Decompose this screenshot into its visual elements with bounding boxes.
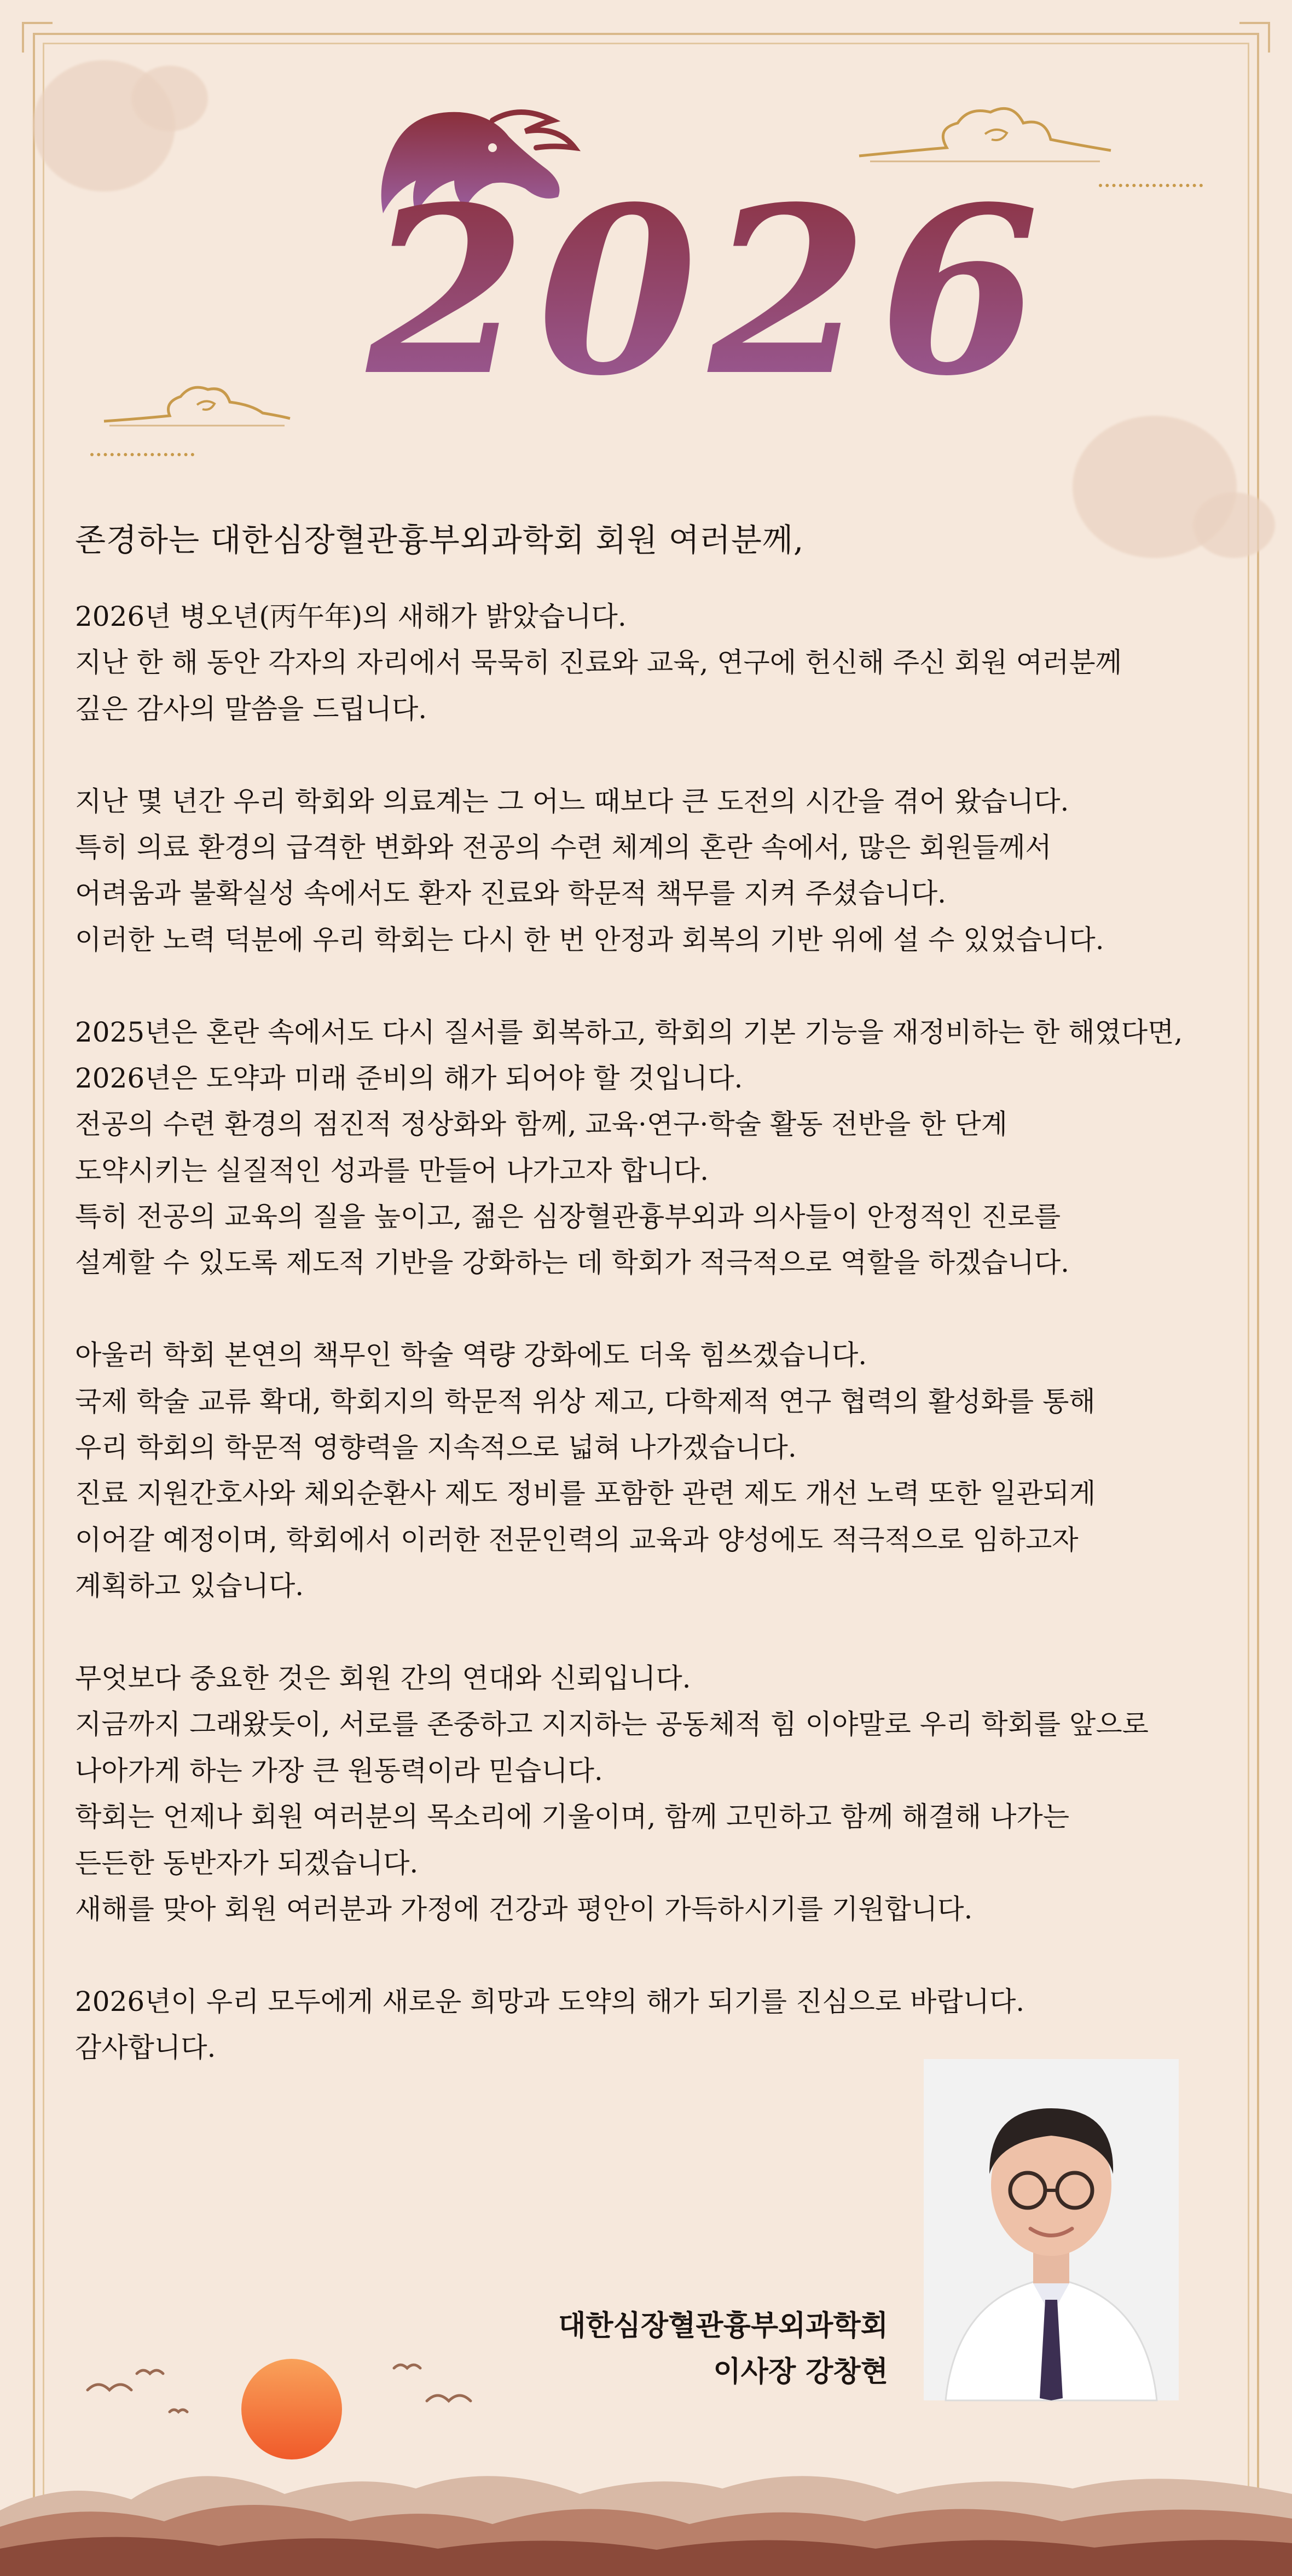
letter-line: 진료 지원간호사와 체외순환사 제도 정비를 포함한 관련 제도 개선 노력 또한 일관되게 xyxy=(75,1478,1096,1510)
letter-line: 지난 몇 년간 우리 학회와 의료계는 그 어느 때보다 큰 도전의 시간을 겪어 왔습니다. xyxy=(75,785,1069,817)
letter-line xyxy=(75,732,1230,778)
letter-line xyxy=(75,1286,1230,1332)
letter-line: 2025년은 혼란 속에서도 다시 질서를 회복하고, 학회의 기본 기능을 재정비하는 한 해였다면, xyxy=(75,1016,1183,1048)
letter-body xyxy=(75,594,1230,2071)
frame-corner xyxy=(1239,22,1270,53)
letter-line: 지난 한 해 동안 각자의 자리에서 묵묵히 진료와 교육, 연구에 헌신해 주신 회원 여러분께 xyxy=(75,647,1122,679)
dotted-accent xyxy=(90,453,194,456)
letter-line: 이어갈 예정이며, 학회에서 이러한 전문인력의 교육과 양성에도 적극적으로 임하고자 xyxy=(75,1523,1079,1556)
letter-line: 도약시키는 실질적인 성과를 만들어 나가고자 합니다. xyxy=(75,1154,709,1187)
signature-org: 대한심장혈관흉부외과학회 xyxy=(558,2309,888,2342)
letter-line xyxy=(75,1932,1230,1978)
letter-line xyxy=(75,1609,1230,1655)
letter-line: 전공의 수련 환경의 점진적 정상화와 함께, 교육·연구·학술 활동 전반을 한 단계 xyxy=(75,1108,1007,1141)
letter-line: 학회는 언제나 회원 여러분의 목소리에 기울이며, 함께 고민하고 함께 해결해 나가는 xyxy=(75,1801,1070,1833)
letter-line: 2026년이 우리 모두에게 새로운 희망과 도약의 해가 되기를 진심으로 바랍니다. xyxy=(75,1985,1025,2017)
ink-splash xyxy=(1193,492,1275,558)
letter-line: 계획하고 있습니다. xyxy=(75,1570,304,1602)
landscape-illustration xyxy=(0,2313,1292,2576)
letter-line: 설계할 수 있도록 제도적 기반을 강화하는 데 학회가 적극적으로 역할을 하겠습니다. xyxy=(75,1247,1070,1279)
letter-line: 2026년은 도약과 미래 준비의 해가 되어야 할 것입니다. xyxy=(75,1062,743,1094)
year-title: 2026 xyxy=(367,157,1050,427)
frame-corner xyxy=(22,22,53,53)
letter-line: 지금까지 그래왔듯이, 서로를 존중하고 지지하는 공동체적 힘 이야말로 우리 학회를 앞으로 xyxy=(75,1708,1149,1741)
letter-line: 든든한 동반자가 되겠습니다. xyxy=(75,1847,419,1879)
ink-splash xyxy=(131,66,208,131)
letter-line: 깊은 감사의 말씀을 드립니다. xyxy=(75,693,427,725)
letter-line: 특히 전공의 교육의 질을 높이고, 젊은 심장혈관흉부외과 의사들이 안정적인 진로를 xyxy=(75,1201,1061,1233)
greeting: 존경하는 대한심장혈관흉부외과학회 회원 여러분께, xyxy=(75,521,804,559)
signature-title: 이사장 강창현 xyxy=(713,2355,888,2388)
year-title-art xyxy=(328,88,1050,427)
letter-line: 우리 학회의 학문적 영향력을 지속적으로 넓혀 나가겠습니다. xyxy=(75,1432,797,1464)
letter-line: 아울러 학회 본연의 책무인 학술 역량 강화에도 더욱 힘쓰겠습니다. xyxy=(75,1339,867,1371)
cloud-icon xyxy=(99,372,296,432)
letter-line: 무엇보다 중요한 것은 회원 간의 연대와 신뢰입니다. xyxy=(75,1662,691,1694)
letter-line: 특히 의료 환경의 급격한 변화와 전공의 수련 체계의 혼란 속에서, 많은 회원들께서 xyxy=(75,831,1052,863)
letter-line: 2026년 병오년(丙午年)의 새해가 밝았습니다. xyxy=(75,601,627,632)
letter-line: 이러한 노력 덕분에 우리 학회는 다시 한 번 안정과 회복의 기반 위에 설 수 있었습니다. xyxy=(75,923,1104,956)
letter-line: 감사합니다. xyxy=(75,2032,216,2064)
letter-line: 어려움과 불확실성 속에서도 환자 진료와 학문적 책무를 지켜 주셨습니다. xyxy=(75,877,947,910)
dotted-accent xyxy=(1099,184,1203,187)
letter-line: 국제 학술 교류 확대, 학회지의 학문적 위상 제고, 다학제적 연구 협력의 활성화를 통해 xyxy=(75,1385,1096,1417)
sun-icon xyxy=(241,2359,342,2459)
letter-line: 새해를 맞아 회원 여러분과 가정에 건강과 평안이 가득하시기를 기원합니다. xyxy=(75,1893,973,1925)
letter-line xyxy=(75,963,1230,1009)
letter-line: 나아가게 하는 가장 큰 원동력이라 믿습니다. xyxy=(75,1754,603,1787)
